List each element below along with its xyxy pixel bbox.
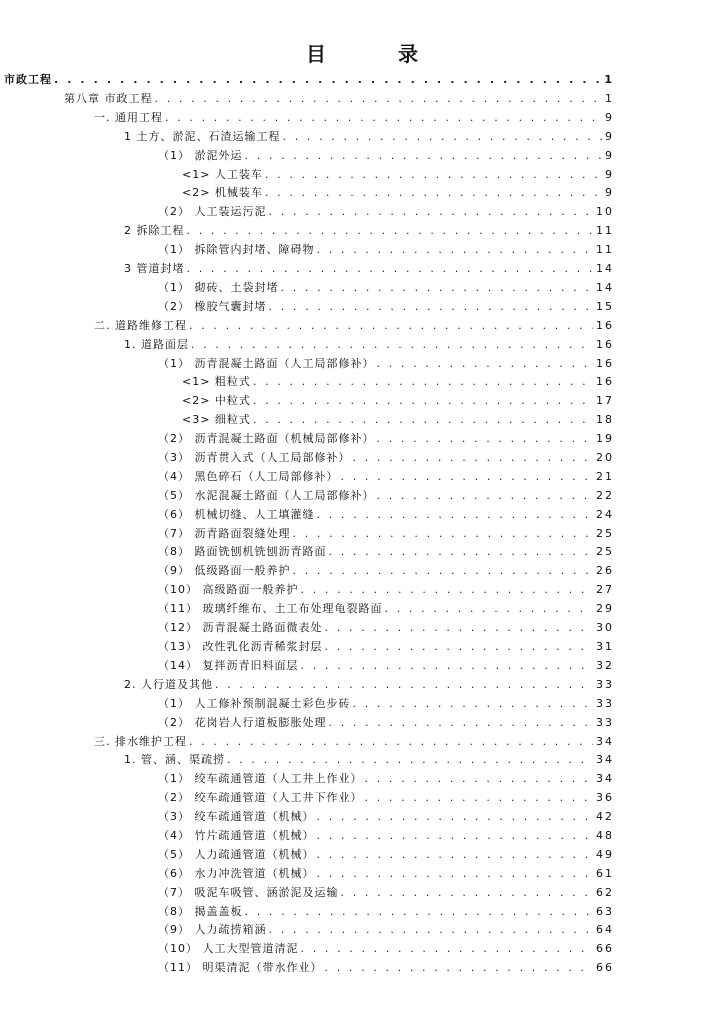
- toc-entry-label: （10） 人工大型管道清泥: [158, 942, 299, 955]
- toc-entry-page-number: 19: [596, 432, 614, 445]
- toc-entry-label: 市政工程: [4, 73, 52, 86]
- toc-entry[interactable]: [158, 922, 614, 938]
- toc-entry-label: （5） 人力疏通管道（机械）: [158, 848, 315, 861]
- dot-leader: [189, 734, 593, 750]
- toc-entry[interactable]: [124, 337, 614, 353]
- toc-entry-page-number: 49: [596, 848, 614, 861]
- toc-entry-label: 1. 管、涵、渠疏捞: [124, 753, 225, 766]
- toc-entry-label: （5） 水泥混凝土路面（人工局部修补）: [158, 489, 375, 502]
- toc-entry[interactable]: [158, 299, 614, 315]
- toc-entry[interactable]: [158, 715, 614, 731]
- toc-entry[interactable]: [182, 374, 614, 390]
- toc-entry[interactable]: [124, 129, 614, 145]
- dot-leader: [187, 223, 594, 239]
- toc-entry[interactable]: [158, 771, 614, 787]
- toc-entry[interactable]: [158, 696, 614, 712]
- toc-entry[interactable]: [182, 412, 614, 428]
- dot-leader: [317, 866, 594, 882]
- dot-leader: [253, 412, 593, 428]
- toc-entry-page-number: 34: [596, 772, 614, 785]
- toc-entry-page-number: 25: [596, 545, 614, 558]
- toc-entry[interactable]: [124, 261, 614, 277]
- toc-entry-page-number: 9: [605, 149, 614, 162]
- dot-leader: [317, 809, 594, 825]
- toc-entry[interactable]: [158, 280, 614, 296]
- toc-entry[interactable]: [158, 658, 614, 674]
- toc-entry-page-number: 11: [596, 224, 614, 237]
- dot-leader: [325, 620, 594, 636]
- dot-leader: [265, 167, 602, 183]
- dot-leader: [301, 582, 594, 598]
- toc-entry[interactable]: [182, 185, 614, 201]
- dot-leader: [365, 771, 594, 787]
- dot-leader: [377, 488, 594, 504]
- toc-entry-label: 1. 道路面层: [124, 338, 189, 351]
- dot-leader: [301, 658, 594, 674]
- toc-entry-page-number: 32: [596, 659, 614, 672]
- toc-entry-label: <1> 粗粒式: [182, 375, 251, 388]
- toc-entry-page-number: 48: [596, 829, 614, 842]
- toc-entry[interactable]: [158, 866, 614, 882]
- toc-entry-label: （8） 揭盖盖板: [158, 905, 243, 918]
- toc-entry-label: （1） 淤泥外运: [158, 149, 243, 162]
- dot-leader: [245, 148, 603, 164]
- toc-entry-label: （6） 水力冲洗管道（机械）: [158, 867, 315, 880]
- dot-leader: [353, 450, 594, 466]
- toc-entry[interactable]: [158, 828, 614, 844]
- toc-entry-page-number: 14: [596, 281, 614, 294]
- toc-entry-label: （1） 沥青混凝土路面（人工局部修补）: [158, 357, 375, 370]
- toc-entry-page-number: 42: [596, 810, 614, 823]
- toc-entry-label: （8） 路面铣刨机铣刨沥青路面: [158, 545, 327, 558]
- toc-entry-label: （12） 沥青混凝土路面微表处: [158, 621, 323, 634]
- toc-entry-page-number: 9: [605, 168, 614, 181]
- toc-entry[interactable]: [158, 356, 614, 372]
- toc-entry[interactable]: [124, 752, 614, 768]
- toc-entry[interactable]: [94, 318, 614, 334]
- toc-entry-page-number: 1: [604, 73, 614, 86]
- toc-entry[interactable]: [158, 242, 614, 258]
- toc-entry-label: （4） 竹片疏通管道（机械）: [158, 829, 315, 842]
- toc-entry-page-number: 18: [596, 413, 614, 426]
- toc-entry-page-number: 33: [596, 697, 614, 710]
- dot-leader: [365, 790, 594, 806]
- toc-entry-label: 一. 通用工程: [94, 111, 163, 124]
- toc-entry-label: （2） 花岗岩人行道板膨胀处理: [158, 716, 327, 729]
- toc-entry-label: （3） 绞车疏通管道（机械）: [158, 810, 315, 823]
- toc-entry-page-number: 25: [596, 527, 614, 540]
- toc-entry[interactable]: [158, 904, 614, 920]
- toc-entry-page-number: 33: [596, 678, 614, 691]
- toc-entry-page-number: 22: [596, 489, 614, 502]
- toc-entry[interactable]: [158, 488, 614, 504]
- dot-leader: [301, 941, 594, 957]
- dot-leader: [191, 337, 593, 353]
- toc-entry-page-number: 20: [596, 451, 614, 464]
- toc-entry[interactable]: [158, 507, 614, 523]
- dot-leader: [353, 696, 594, 712]
- toc-entry[interactable]: [182, 167, 614, 183]
- toc-entry-page-number: 26: [596, 564, 614, 577]
- toc-entry-page-number: 33: [596, 716, 614, 729]
- toc-entry-label: （6） 机械切缝、人工填灌缝: [158, 508, 315, 521]
- toc-entry-label: 2 拆除工程: [124, 224, 185, 237]
- toc-entry-page-number: 16: [596, 357, 614, 370]
- toc-entry[interactable]: [158, 148, 614, 164]
- toc-entry-label: （1） 砌砖、土袋封堵: [158, 281, 279, 294]
- dot-leader: [227, 752, 593, 768]
- toc-entry[interactable]: [158, 960, 614, 976]
- toc-entry[interactable]: [158, 450, 614, 466]
- toc-entry-page-number: 10: [596, 205, 614, 218]
- toc-entry-label: （2） 橡胶气囊封堵: [158, 300, 267, 313]
- toc-entry[interactable]: [4, 72, 614, 88]
- dot-leader: [325, 960, 594, 976]
- toc-entry[interactable]: [158, 544, 614, 560]
- dot-leader: [377, 356, 594, 372]
- toc-entry-label: （2） 绞车疏通管道（人工井下作业）: [158, 791, 363, 804]
- dot-leader: [325, 639, 594, 655]
- toc-entry[interactable]: [158, 204, 614, 220]
- toc-entry-label: 2. 人行道及其他: [124, 678, 213, 691]
- toc-entry-label: （10） 高级路面一般养护: [158, 583, 299, 596]
- toc-entry-page-number: 31: [596, 640, 614, 653]
- toc-entry-page-number: 16: [596, 319, 614, 332]
- dot-leader: [385, 601, 594, 617]
- toc-entry-label: （2） 人工装运污泥: [158, 205, 267, 218]
- toc-entry[interactable]: [158, 790, 614, 806]
- toc-entry-label: 第八章 市政工程: [64, 92, 153, 105]
- toc-entry-label: 三. 排水维护工程: [94, 735, 187, 748]
- toc-entry-label: （11） 玻璃纤维布、土工布处理龟裂路面: [158, 602, 383, 615]
- dot-leader: [165, 110, 602, 126]
- dot-leader: [269, 299, 594, 315]
- toc-entry-label: （1） 拆除管内封堵、障碍物: [158, 243, 315, 256]
- toc-entry-label: （13） 改性乳化沥青稀浆封层: [158, 640, 323, 653]
- toc-entry-label: （2） 沥青混凝土路面（机械局部修补）: [158, 432, 375, 445]
- toc-entry-label: <2> 机械装车: [182, 186, 263, 199]
- toc-entry-page-number: 61: [596, 867, 614, 880]
- toc-entry[interactable]: [94, 734, 614, 750]
- toc-entry-label: （3） 沥青贯入式（人工局部修补）: [158, 451, 351, 464]
- toc-entry-label: <3> 细粒式: [182, 413, 251, 426]
- dot-leader: [329, 544, 594, 560]
- toc-entry-label: （14） 复拌沥青旧料面层: [158, 659, 299, 672]
- toc-entry[interactable]: [64, 91, 614, 107]
- toc-entry-page-number: 16: [596, 375, 614, 388]
- dot-leader: [189, 318, 593, 334]
- toc-entry[interactable]: [158, 885, 614, 901]
- dot-leader: [253, 393, 593, 409]
- dot-leader: [215, 677, 593, 693]
- toc-entry[interactable]: [124, 677, 614, 693]
- page-title: 目 录: [306, 42, 444, 66]
- toc-entry[interactable]: [158, 469, 614, 485]
- dot-leader: [293, 563, 594, 579]
- toc-entry-page-number: 21: [596, 470, 614, 483]
- toc-entry[interactable]: [158, 601, 614, 617]
- toc-entry-label: 1 土方、淤泥、石渣运输工程: [124, 130, 281, 143]
- toc-entry-page-number: 34: [596, 735, 614, 748]
- toc-entry-page-number: 66: [596, 961, 614, 974]
- toc-entry-page-number: 16: [596, 338, 614, 351]
- toc-entry-label: 3 管道封堵: [124, 262, 185, 275]
- toc-entry-page-number: 9: [605, 111, 614, 124]
- dot-leader: [317, 828, 594, 844]
- toc-entry-page-number: 29: [596, 602, 614, 615]
- toc-entry[interactable]: [158, 526, 614, 542]
- dot-leader: [265, 185, 602, 201]
- dot-leader: [187, 261, 594, 277]
- toc-entry-page-number: 64: [596, 923, 614, 936]
- dot-leader: [155, 91, 603, 107]
- toc-entry-page-number: 63: [596, 905, 614, 918]
- toc-entry[interactable]: [158, 620, 614, 636]
- toc-entry-page-number: 66: [596, 942, 614, 955]
- toc-entry-label: <2> 中粒式: [182, 394, 251, 407]
- dot-leader: [54, 72, 601, 88]
- toc-entry-label: （9） 人力疏捞箱涵: [158, 923, 267, 936]
- dot-leader: [329, 715, 594, 731]
- toc-entry[interactable]: [124, 223, 614, 239]
- toc-entry[interactable]: [158, 639, 614, 655]
- dot-leader: [253, 374, 593, 390]
- toc-entry-page-number: 9: [605, 130, 614, 143]
- dot-leader: [281, 280, 594, 296]
- toc-entry-page-number: 14: [596, 262, 614, 275]
- toc-entry-page-number: 24: [596, 508, 614, 521]
- toc-entry-label: （9） 低级路面一般养护: [158, 564, 291, 577]
- toc-entry-page-number: 30: [596, 621, 614, 634]
- toc-entry-label: （1） 绞车疏通管道（人工井上作业）: [158, 772, 363, 785]
- toc-entry[interactable]: [158, 431, 614, 447]
- dot-leader: [377, 431, 594, 447]
- toc-entry-label: （7） 沥青路面裂缝处理: [158, 527, 291, 540]
- toc-entry-label: 二. 道路维修工程: [94, 319, 187, 332]
- toc-entry[interactable]: [182, 393, 614, 409]
- dot-leader: [269, 204, 594, 220]
- dot-leader: [341, 885, 594, 901]
- toc-entry-label: <1> 人工装车: [182, 168, 263, 181]
- dot-leader: [317, 242, 594, 258]
- dot-leader: [317, 507, 594, 523]
- toc-entry-page-number: 27: [596, 583, 614, 596]
- toc-entry-page-number: 11: [596, 243, 614, 256]
- toc-entry-page-number: 17: [596, 394, 614, 407]
- dot-leader: [341, 469, 594, 485]
- toc-entry-page-number: 9: [605, 186, 614, 199]
- dot-leader: [293, 526, 594, 542]
- dot-leader: [269, 922, 594, 938]
- toc-entry-page-number: 1: [605, 92, 614, 105]
- toc-entry-page-number: 62: [596, 886, 614, 899]
- toc-entry-label: （7） 吸泥车吸管、涵淤泥及运输: [158, 886, 339, 899]
- toc-entry[interactable]: [158, 582, 614, 598]
- toc-entry-label: （4） 黑色碎石（人工局部修补）: [158, 470, 339, 483]
- dot-leader: [283, 129, 603, 145]
- toc-entry[interactable]: [158, 941, 614, 957]
- toc-entry-page-number: 36: [596, 791, 614, 804]
- toc-entry[interactable]: [158, 809, 614, 825]
- toc-entry[interactable]: [158, 847, 614, 863]
- toc-entry[interactable]: [158, 563, 614, 579]
- dot-leader: [317, 847, 594, 863]
- toc-entry[interactable]: [94, 110, 614, 126]
- toc-entry-label: （11） 明渠清泥（带水作业）: [158, 961, 323, 974]
- toc-entry-label: （1） 人工修补预制混凝土彩色步砖: [158, 697, 351, 710]
- toc-entry-page-number: 15: [596, 300, 614, 313]
- dot-leader: [245, 904, 594, 920]
- toc-entry-page-number: 34: [596, 753, 614, 766]
